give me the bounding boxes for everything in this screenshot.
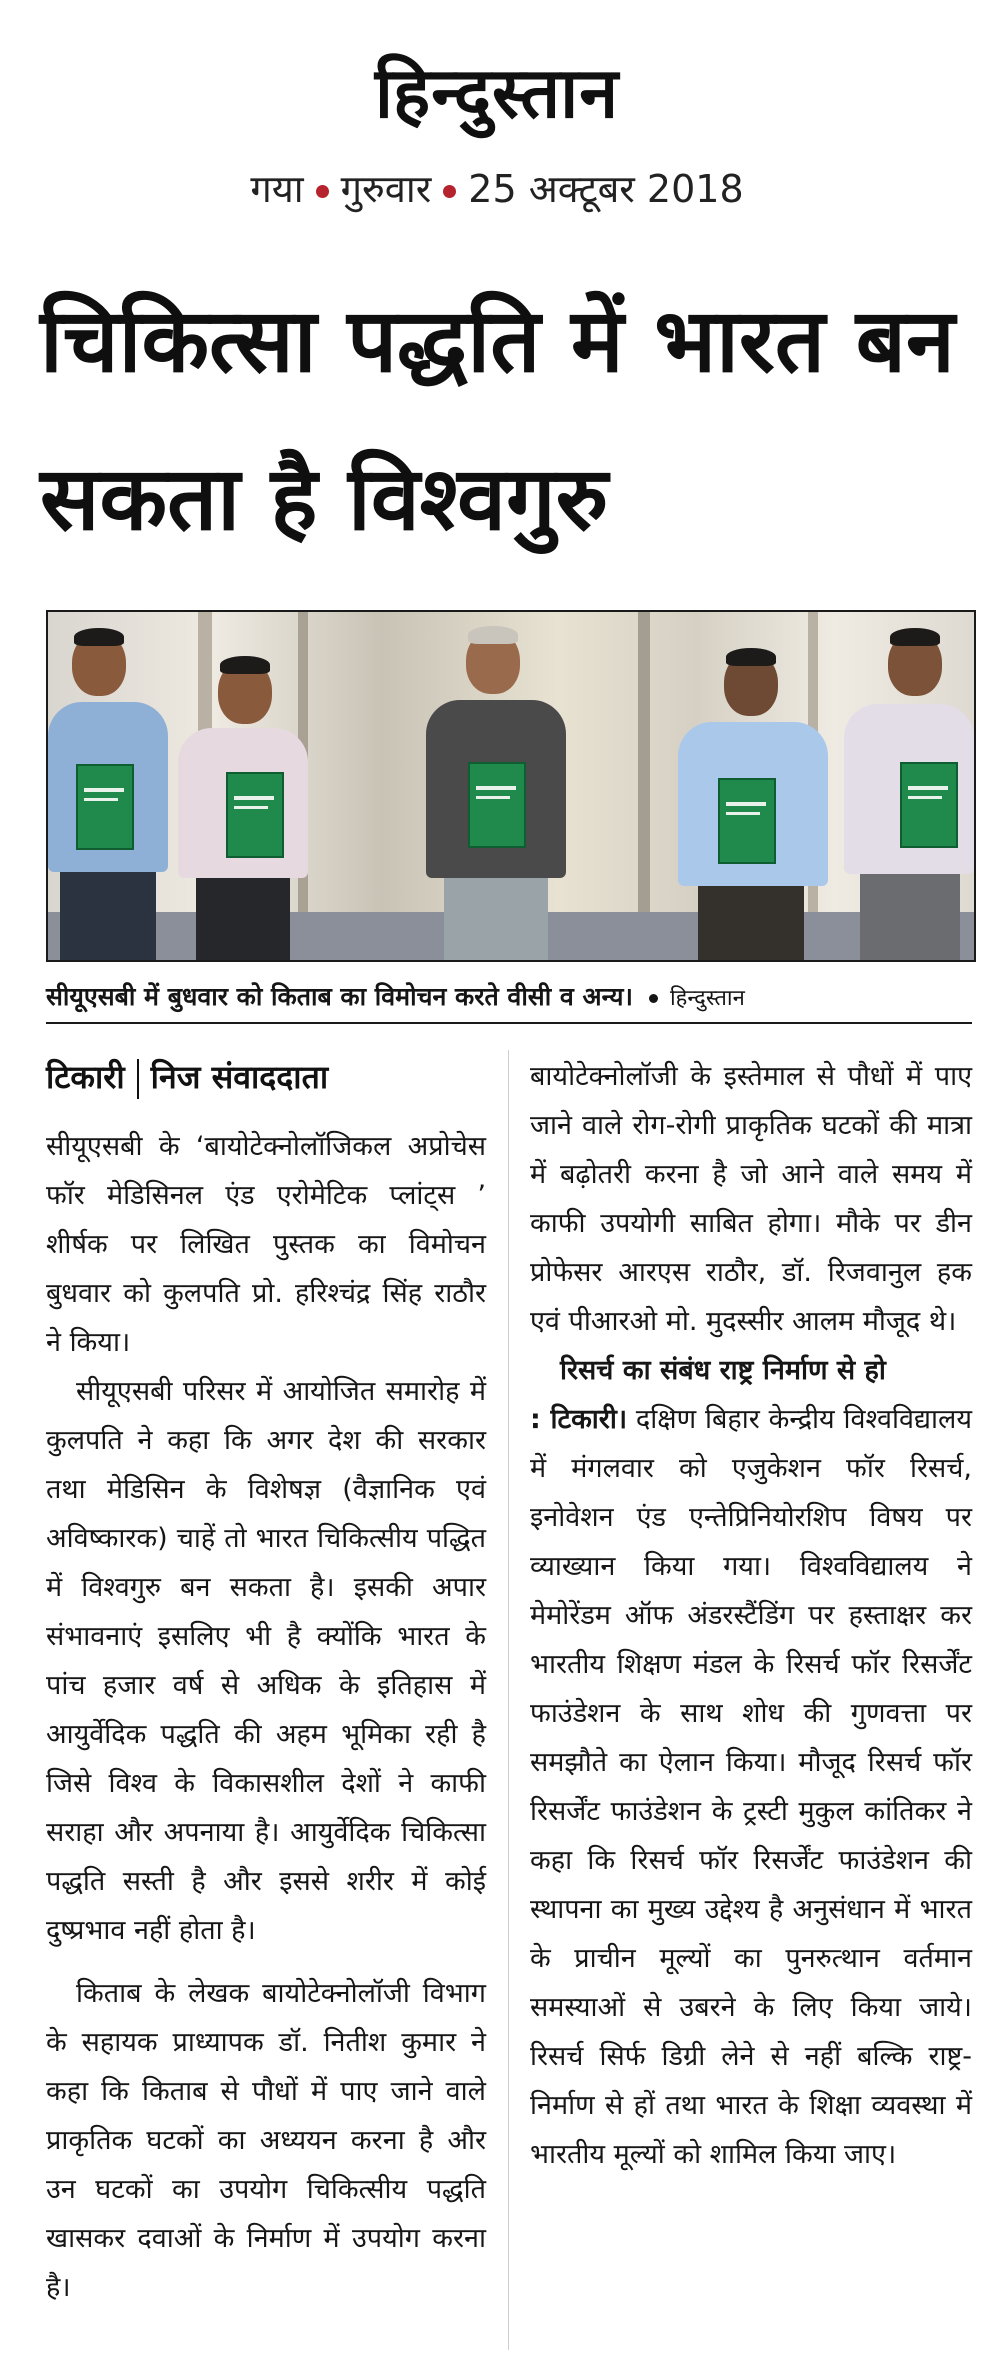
photo-caption	[46, 972, 972, 1024]
byline-divider	[137, 1059, 139, 1099]
dateline-city: गया	[250, 167, 304, 211]
article-paragraph-text: दक्षिण बिहार केन्द्रीय विश्वविद्यालय में मंगलवार को एजुकेशन फॉर रिसर्च, इनोवेशन एंड एन्तेप्रिनियोरशिप विषय पर व्याख्यान किया गया। विश्वविद्यालय ने मेमोरेंडम ऑफ अंडरस्टैंडिंग पर हस्ताक्षर कर भारतीय शिक्षण मंडल के रिसर्च फॉर रिसर्जेंट फाउंडेशन के साथ शोध की गुणवत्ता पर समझौते का ऐलान किया। मौजूद रिसर्च फॉर रिसर्जेंट फाउंडेशन के ट्रस्टी मुकुल कांतिकर ने कहा कि रिसर्च फॉर रिसर्जेंट फाउंडेशन की स्थापना का मुख्य उद्देश्य है अनुसंधान में भारत के प्राचीन मूल्यों का पुनरुत्थान वर्तमान समस्याओं से उबरने के लिए किया जाये। रिसर्च सिर्फ डिग्री लेने से नहीं बल्कि राष्ट्र-निर्माण से हों तथा भारत के शिक्षा व्यवस्था में भारतीय मूल्यों को शामिल किया जाए।	[530, 1404, 972, 2170]
article-column-right	[530, 1052, 972, 2179]
byline	[46, 1050, 486, 1104]
byline-place: टिकारी	[46, 1058, 125, 1096]
sub-place: : टिकारी।	[530, 1404, 628, 1435]
article-paragraph: किताब के लेखक बायोटेक्नोलॉजी विभाग के सहायक प्राध्यापक डॉ. नितीश कुमार ने कहा कि किताब से पौधों में पाए जाने वाले प्राकृतिक घटकों का अध्ययन करना है और उन घटकों का उपयोग चिकित्सीय पद्धति खासकर दवाओं के निर्माण में उपयोग करना है।	[46, 1978, 486, 2303]
newspaper-masthead: हिन्दुस्तान	[374, 51, 620, 134]
headline: चिकित्सा पद्धति में भारत बन सकता है विश्वगुरु	[40, 289, 955, 550]
column-divider	[508, 1050, 509, 2350]
caption-text: सीयूएसबी में बुधवार को किताब का विमोचन करते वीसी व अन्य।	[46, 982, 633, 1011]
bullet-dot-icon	[316, 185, 329, 198]
photo-credit: हिन्दुस्तान	[669, 986, 745, 1011]
bullet-dot-icon	[649, 994, 658, 1003]
sub-heading: रिसर्च का संबंध राष्ट्र निर्माण से हो	[560, 1355, 886, 1386]
bullet-dot-icon	[443, 185, 456, 198]
article-paragraph: सीयूएसबी के ‘बायोटेक्नोलॉजिकल अप्रोचेस फॉर मेडिसिनल एंड एरोमेटिक प्लांट्स ’ शीर्षक पर लिखित पुस्तक का विमोचन बुधवार को कुलपति प्रो. हरिश्चंद्र सिंह राठौर ने किया।	[46, 1131, 486, 1358]
news-photo	[46, 610, 976, 962]
byline-reporter: निज संवाददाता	[150, 1058, 329, 1096]
dateline-day: गुरुवार	[340, 167, 432, 211]
article-column-left	[46, 1122, 486, 2312]
dateline-date: 25 अक्टूबर 2018	[468, 167, 744, 211]
article-paragraph: सीयूएसबी परिसर में आयोजित समारोह में कुलपति ने कहा कि अगर देश की सरकार तथा मेडिसिन के विशेषज्ञ (वैज्ञानिक एवं अविष्कारक) चाहें तो भारत चिकित्सीय पद्धित में विश्वगुरु बन सकता है। इसकी अपार संभावनाएं इसलिए भी है क्योंकि भारत के पांच हजार वर्ष से अधिक के इतिहास में आयुर्वेदिक पद्धति की अहम भूमिका रही है जिसे विश्व के विकासशील देशों ने काफी सराहा और अपनाया है। आयुर्वेदिक चिकित्सा पद्धति सस्ती है और इससे शरीर में कोई दुष्प्रभाव नहीं होता है।	[46, 1376, 486, 1946]
article-paragraph: बायोटेक्नोलॉजी के इस्तेमाल से पौधों में पाए जाने वाले रोग-रोगी प्राकृतिक घटकों की मात्रा में बढ़ोतरी करना है जो आने वाले समय में काफी उपयोगी साबित होगा। मौके पर डीन प्रोफेसर आरएस राठौर, डॉ. रिजवानुल हक एवं पीआरओ मो. मुदस्सीर आलम मौजूद थे।	[530, 1061, 972, 1337]
article-paragraph	[530, 1395, 972, 2179]
dateline	[0, 162, 994, 216]
